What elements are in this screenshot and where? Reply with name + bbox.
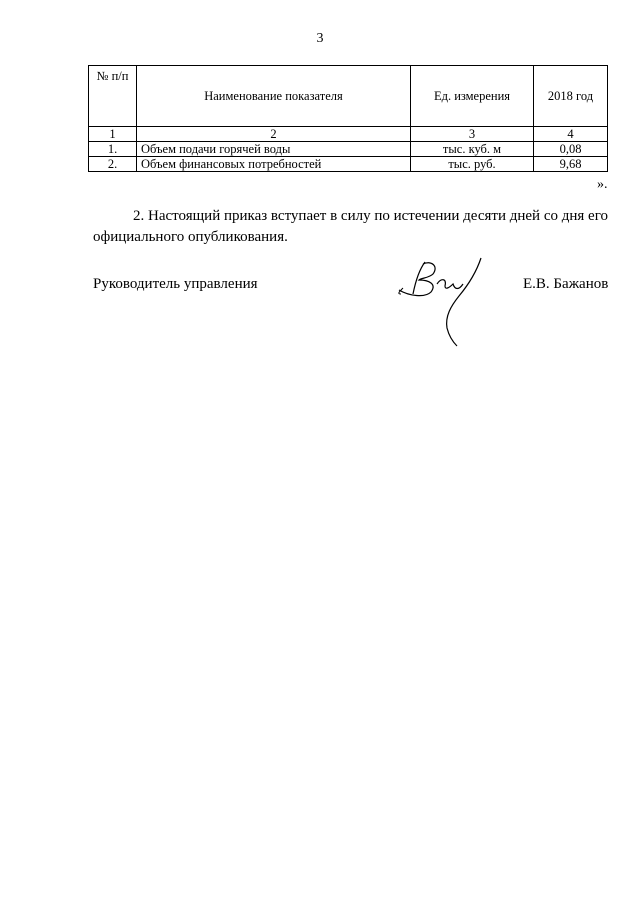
header-unit: Ед. измерения xyxy=(411,66,534,127)
column-number: 3 xyxy=(411,127,534,142)
header-no: № п/п xyxy=(89,66,137,127)
column-number: 4 xyxy=(534,127,608,142)
row-unit: тыс. куб. м xyxy=(411,142,534,157)
column-number: 1 xyxy=(89,127,137,142)
row-value: 9,68 xyxy=(534,157,608,172)
row-value: 0,08 xyxy=(534,142,608,157)
column-number: 2 xyxy=(137,127,411,142)
row-unit: тыс. руб. xyxy=(411,157,534,172)
table-header-row xyxy=(89,66,608,127)
signer-name: Е.В. Бажанов xyxy=(523,276,609,292)
page-number: 3 xyxy=(316,31,324,46)
signer-title: Руководитель управления xyxy=(93,276,258,292)
row-no: 1. xyxy=(89,142,137,157)
column-number-row xyxy=(89,127,608,142)
row-no: 2. xyxy=(89,157,137,172)
table-row xyxy=(89,157,608,172)
handwritten-signature xyxy=(385,250,495,350)
header-year: 2018 год xyxy=(534,66,608,127)
indicators-table xyxy=(88,65,608,172)
order-paragraph: 2. Настоящий приказ вступает в силу по истечении десяти дней со дня его официального опубликования. xyxy=(93,208,608,245)
table-row xyxy=(89,142,608,157)
row-name: Объем подачи горячей воды xyxy=(137,142,411,157)
row-name: Объем финансовых потребностей xyxy=(137,157,411,172)
closing-quote: ». xyxy=(597,177,608,192)
header-name: Наименование показателя xyxy=(137,66,411,127)
